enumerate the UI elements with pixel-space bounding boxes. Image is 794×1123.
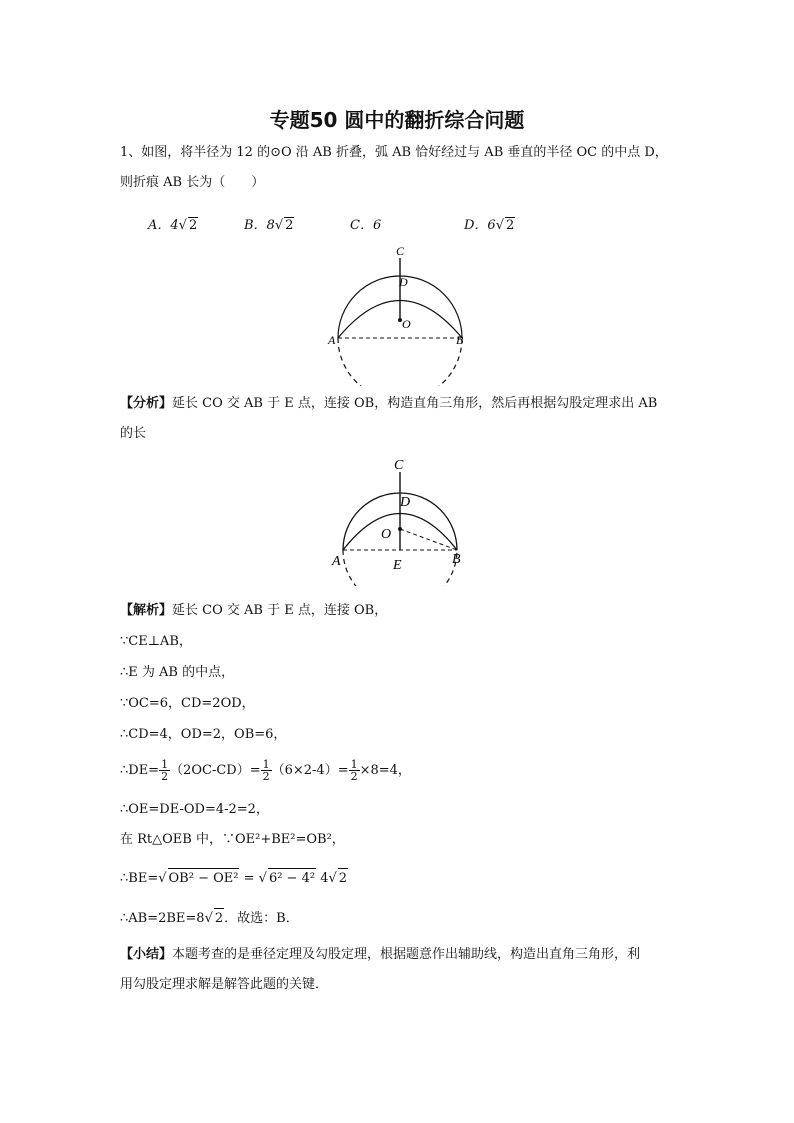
solution-line-9: ∴AB=2BE=8√ 2．故选：B． (120, 908, 299, 929)
solution-line-7: 在 Rt△OEB 中，∵OE²+BE²=OB²， (120, 832, 345, 847)
option-a: A．4√ 2 (148, 214, 198, 233)
hidden-arc (338, 338, 462, 386)
solution-line-5: ∴DE= $\frac{1}{2}$ （2OC-CD）= $\frac{1}{2}$ （6×2-4）= $\frac{1}{2}$ ×8=4， (120, 758, 411, 783)
analysis-line-2: 的长 (120, 426, 147, 441)
summary-line-1: 【小结】本题考查的是垂径定理及勾股定理，根据题意作出辅助线，构造出直角三角形，利 (120, 947, 641, 962)
summary-line-2: 用勾股定理求解是解答此题的关键． (120, 977, 329, 992)
label-a: A (328, 333, 336, 347)
solution-line-6: ∴OE=DE-OD=4-2=2， (120, 802, 269, 817)
label-d: D (399, 275, 408, 289)
question-line-2: 则折痕 AB 长为（ ） (120, 175, 265, 190)
solution-line-3: ∵OC=6，CD=2OD， (120, 696, 255, 711)
label-b: B (452, 552, 461, 567)
label-c: C (394, 458, 404, 473)
solution-line-0: 【解析】延长 CO 交 AB 于 E 点，连接 OB， (120, 603, 388, 618)
page-title: 专题50 圆中的翻折综合问题 (269, 108, 525, 132)
option-b: B．8√ 2 (244, 214, 294, 233)
solution-line-1: ∵CE⊥AB， (120, 634, 192, 649)
label-e: E (393, 558, 402, 573)
label-a: A (332, 554, 341, 569)
figure-2-auxiliary (330, 452, 470, 586)
center-point (398, 527, 402, 531)
solution-line-2: ∴E 为 AB 的中点， (120, 665, 235, 680)
solution-line-4: ∴CD=4，OD=2，OB=6， (120, 727, 287, 742)
question-line-1: 1、如图，将半径为 12 的⊙O 沿 AB 折叠，弧 AB 恰好经过与 AB 垂直的半径 OC 的中点 D， (120, 145, 668, 160)
label-b: B (456, 333, 464, 347)
option-c: C．6 (350, 218, 382, 233)
label-c: C (396, 244, 405, 258)
figure-1-circle-fold (320, 238, 480, 386)
label-d: D (400, 495, 411, 510)
label-o: O (381, 527, 392, 542)
solution-line-8: ∴BE=√ OB² − OE² = √ 6² − 4² 4√ 2 (120, 868, 348, 889)
label-o: O (402, 317, 411, 331)
option-d: D．6√ 2 (464, 214, 515, 233)
analysis-line-1: 【分析】延长 CO 交 AB 于 E 点，连接 OB，构造直角三角形，然后再根据勾股定理求出 AB (120, 396, 658, 411)
